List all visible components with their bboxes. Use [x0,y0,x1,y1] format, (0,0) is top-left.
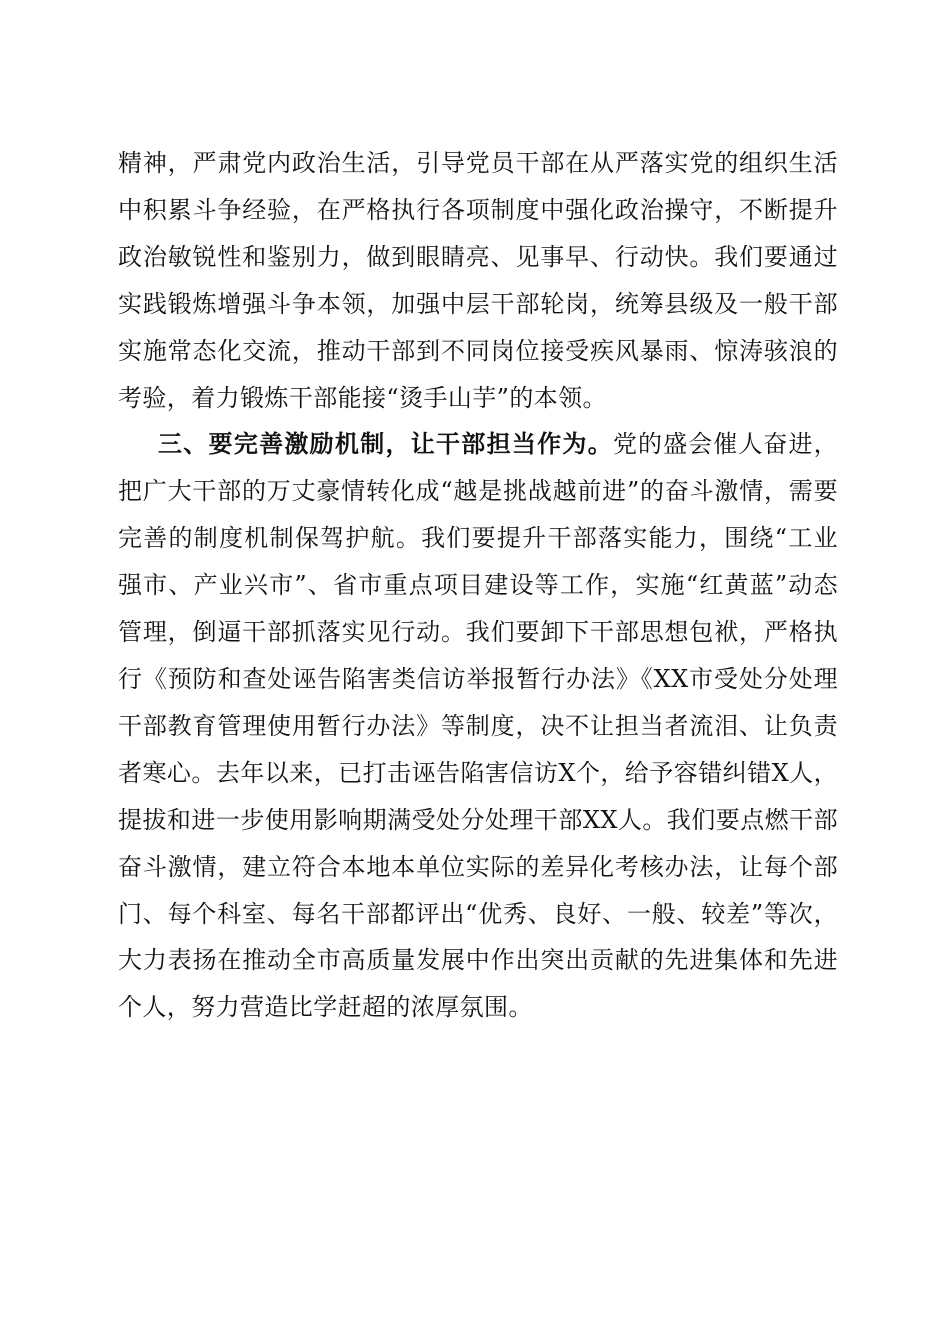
body-paragraph-1: 精神，严肃党内政治生活，引导党员干部在从严落实党的组织生活中积累斗争经验，在严格执行各项制度中强化政治操守，不断提升政治敏锐性和鉴别力，做到眼睛亮、见事早、行动快。我们要通过实践锻炼增强斗争本领，加强中层干部轮岗，统筹县级及一般干部实施常态化交流，推动干部到不同岗位接受疾风暴雨、惊涛骇浪的考验，着力锻炼干部能接“烫手山芋”的本领。 [118,149,838,412]
document-body [118,140,838,1031]
section-body-text: 党的盛会催人奋进，把广大干部的万丈豪情转化成“越是挑战越前进”的奋斗激情，需要完善的制度机制保驾护航。我们要提升干部落实能力，围绕“工业强市、产业兴市”、省市重点项目建设等工作，实施“红黄蓝”动态管理，倒逼干部抓落实见行动。我们要卸下干部思想包袱，严格执行《预防和查处诬告陷害类信访举报暂行办法》《XX市受处分处理干部教育管理使用暂行办法》等制度，决不让担当者流泪、让负责者寒心。去年以来，已打击诬告陷害信访X个，给予容错纠错X人，提拔和进一步使用影响期满受处分处理干部XX人。我们要点燃干部奋斗激情，建立符合本地本单位实际的差异化考核办法，让每个部门、每个科室、每名干部都评出“优秀、良好、一般、较差”等次，大力表扬在推动全市高质量发展中作出突出贡献的先进集体和先进个人，努力营造比学赶超的浓厚氛围。 [118,430,838,1022]
body-paragraph-2 [118,421,838,1031]
section-heading: 三、要完善激励机制，让干部担当作为。 [158,430,613,459]
